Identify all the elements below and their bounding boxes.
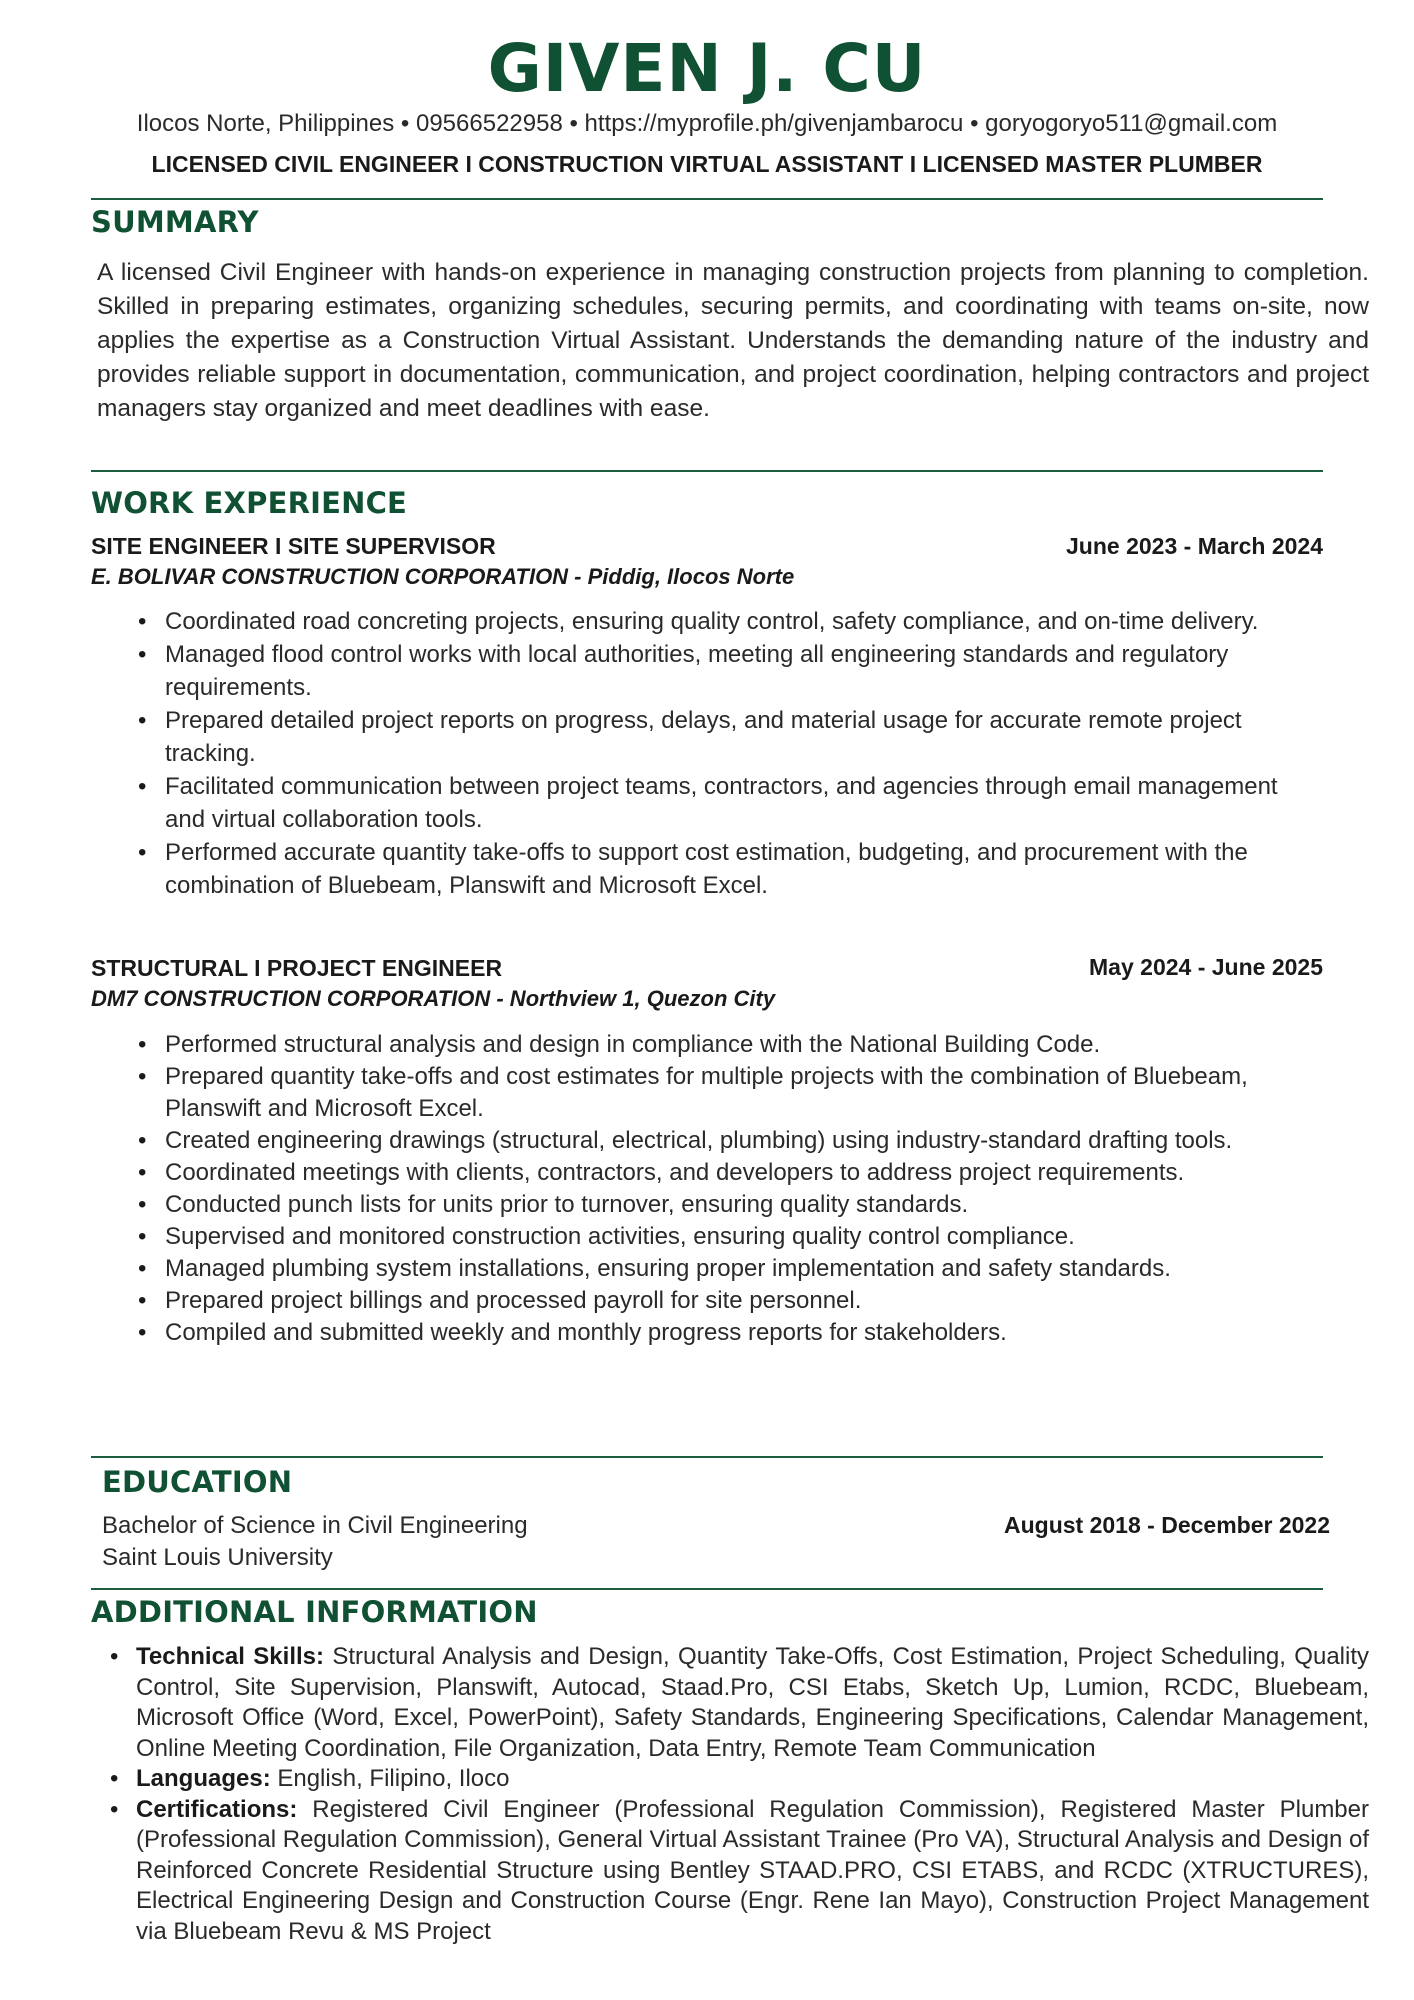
- job-company: DM7 CONSTRUCTION CORPORATION - Northview 1, Quezon City: [91, 986, 776, 1011]
- list-item: • Prepared quantity take-offs and cost estimates for multiple projects with the combination of Bluebeam, Planswift and Microsoft Excel.: [165, 1061, 1305, 1125]
- work-experience-heading: WORK EXPERIENCE: [91, 486, 408, 520]
- job-dates: May 2024 - June 2025: [1089, 954, 1323, 980]
- list-item: • Managed flood control works with local authorities, meeting all engineering standards and regulatory requirements.: [165, 638, 1295, 704]
- list-item: • Compiled and submitted weekly and monthly progress reports for stakeholders.: [165, 1317, 1305, 1349]
- list-item: [136, 1764, 1369, 1795]
- list-item: • Created engineering drawings (structural, electrical, plumbing) using industry-standard drafting tools.: [165, 1125, 1305, 1157]
- info-label: Technical Skills:: [136, 1643, 324, 1670]
- list-item: • Prepared detailed project reports on progress, delays, and material usage for accurate remote project tracking.: [165, 704, 1295, 770]
- list-item: • Performed accurate quantity take-offs to support cost estimation, budgeting, and procurement with the combination of Bluebeam, Planswift and Microsoft Excel.: [165, 836, 1295, 902]
- summary-heading: SUMMARY: [91, 205, 259, 239]
- job-title: STRUCTURAL I PROJECT ENGINEER: [91, 955, 503, 981]
- education-heading: EDUCATION: [102, 1465, 293, 1499]
- professional-titles: LICENSED CIVIL ENGINEER I CONSTRUCTION VIRTUAL ASSISTANT I LICENSED MASTER PLUMBER: [151, 151, 1263, 177]
- info-text: English, Filipino, Iloco: [270, 1765, 510, 1792]
- job-company: E. BOLIVAR CONSTRUCTION CORPORATION - Piddig, Ilocos Norte: [91, 564, 795, 589]
- education-degree: Bachelor of Science in Civil Engineering: [102, 1512, 528, 1539]
- divider: [91, 470, 1323, 472]
- education-dates: August 2018 - December 2022: [1004, 1512, 1330, 1538]
- list-item: • Supervised and monitored construction activities, ensuring quality control compliance.: [165, 1221, 1305, 1253]
- contact-line: Ilocos Norte, Philippines • 09566522958 • https://myprofile.ph/givenjambarocu • goryogoryo511@gmail.com: [136, 110, 1278, 137]
- divider: [91, 1456, 1323, 1458]
- additional-info-heading: ADDITIONAL INFORMATION: [91, 1595, 538, 1629]
- summary-text: A licensed Civil Engineer with hands-on experience in managing construction projects from planning to completion. Skilled in preparing estimates, organizing schedules, securing permits, and coordinating with teams on-site, now applies the expertise as a Construction Virtual Assistant. Understands the demanding nature of the industry and provides reliable support in documentation, communication, and project coordination, helping contractors and project managers stay organized and meet deadlines with ease.: [97, 259, 1369, 422]
- job-bullets: [165, 1029, 1305, 1349]
- candidate-name: GIVEN J. CU: [487, 30, 927, 107]
- job-title: SITE ENGINEER I SITE SUPERVISOR: [91, 533, 496, 559]
- list-item: • Conducted punch lists for units prior to turnover, ensuring quality standards.: [165, 1189, 1305, 1221]
- list-item: • Performed structural analysis and design in compliance with the National Building Code.: [165, 1029, 1305, 1061]
- info-text: Structural Analysis and Design, Quantity Take-Offs, Cost Estimation, Project Scheduling, Quality Control, Site Supervision, Planswift, Autocad, Staad.Pro, CSI Etabs, Sketch Up, Lumion, RCDC, Bluebeam, Microsoft Office (Word, Excel, PowerPoint), Safety Standards, Engineering Specifications, Calendar Management, Online Meeting Coordination, File Organization, Data Entry, Remote Team Communication: [136, 1643, 1369, 1762]
- list-item: • Prepared project billings and processed payroll for site personnel.: [165, 1285, 1305, 1317]
- info-label: Certifications:: [136, 1795, 298, 1823]
- divider: [91, 198, 1323, 200]
- list-item: [136, 1642, 1369, 1764]
- list-item: • Facilitated communication between project teams, contractors, and agencies through email management and virtual collaboration tools.: [165, 770, 1295, 836]
- job-dates: June 2023 - March 2024: [1066, 533, 1323, 559]
- info-label: Languages:: [136, 1765, 271, 1792]
- list-item: • Coordinated meetings with clients, contractors, and developers to address project requirements.: [165, 1157, 1305, 1189]
- list-item: • Coordinated road concreting projects, ensuring quality control, safety compliance, and on-time delivery.: [165, 605, 1295, 638]
- additional-info-list: [136, 1642, 1369, 1947]
- list-item: • Managed plumbing system installations, ensuring proper implementation and safety standards.: [165, 1253, 1305, 1285]
- divider: [91, 1588, 1323, 1590]
- list-item: [136, 1795, 1369, 1948]
- info-text: Registered Civil Engineer (Professional Regulation Commission), Registered Master Plumber (Professional Regulation Commission), General Virtual Assistant Trainee (Pro VA), Structural Analysis and Design of Reinforced Concrete Residential Structure using Bentley STAAD.PRO, CSI ETABS, and RCDC (XTRUCTURES), Electrical Engineering Design and Construction Course (Engr. Rene Ian Mayo), Construction Project Management via Bluebeam Revu & MS Project: [136, 1795, 1369, 1945]
- education-school: Saint Louis University: [102, 1544, 333, 1571]
- job-bullets: [165, 605, 1295, 902]
